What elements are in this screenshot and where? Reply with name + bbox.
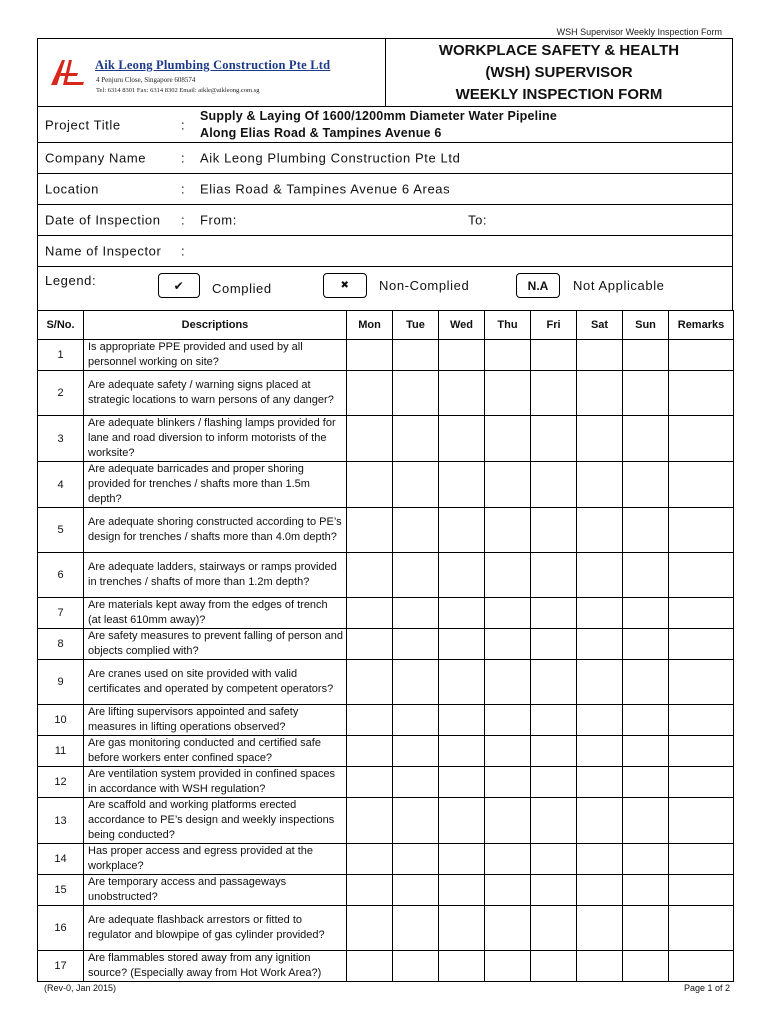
check-cell-thu[interactable] <box>485 416 531 462</box>
table-row <box>38 340 734 371</box>
check-cell-mon[interactable] <box>347 598 393 629</box>
remarks-cell[interactable] <box>669 629 734 660</box>
non-complied-cross-icon: ✖ <box>323 273 367 298</box>
row-number: 6 <box>38 553 84 598</box>
check-cell-thu[interactable] <box>485 462 531 508</box>
check-cell-mon[interactable] <box>347 340 393 371</box>
location-row <box>38 174 732 205</box>
check-cell-thu[interactable] <box>485 340 531 371</box>
check-cell-thu[interactable] <box>485 798 531 844</box>
company-address: 4 Penjuru Close, Singapore 608574 <box>96 76 196 84</box>
check-cell-sun[interactable] <box>623 508 669 553</box>
check-cell-fri[interactable] <box>531 660 577 705</box>
row-number: 12 <box>38 767 84 798</box>
table-row <box>38 906 734 951</box>
row-description: Are scaffold and working platforms erected accordance to PE’s design and weekly inspections being conducted? <box>84 798 347 844</box>
check-cell-sat[interactable] <box>577 736 623 767</box>
check-cell-fri[interactable] <box>531 462 577 508</box>
row-description: Are safety measures to prevent falling of person and objects complied with? <box>84 629 347 660</box>
check-cell-wed[interactable] <box>439 371 485 416</box>
column-header-sno: S/No. <box>38 311 84 340</box>
check-cell-tue[interactable] <box>393 660 439 705</box>
column-header-sun: Sun <box>623 311 669 340</box>
column-header-remarks: Remarks <box>669 311 734 340</box>
remarks-cell[interactable] <box>669 508 734 553</box>
check-cell-thu[interactable] <box>485 371 531 416</box>
check-cell-fri[interactable] <box>531 508 577 553</box>
check-cell-mon[interactable] <box>347 951 393 982</box>
column-header-mon: Mon <box>347 311 393 340</box>
check-cell-wed[interactable] <box>439 736 485 767</box>
remarks-cell[interactable] <box>669 798 734 844</box>
page-number: Page 1 of 2 <box>683 983 730 993</box>
colon: : <box>181 150 186 166</box>
check-cell-tue[interactable] <box>393 906 439 951</box>
check-cell-sat[interactable] <box>577 767 623 798</box>
remarks-cell[interactable] <box>669 705 734 736</box>
row-number: 17 <box>38 951 84 982</box>
check-cell-wed[interactable] <box>439 844 485 875</box>
check-cell-tue[interactable] <box>393 416 439 462</box>
check-cell-wed[interactable] <box>439 798 485 844</box>
page-caption: WSH Supervisor Weekly Inspection Form <box>556 27 722 37</box>
check-cell-thu[interactable] <box>485 553 531 598</box>
check-cell-sun[interactable] <box>623 844 669 875</box>
check-cell-sat[interactable] <box>577 660 623 705</box>
form-title-line: (WSH) SUPERVISOR <box>485 63 633 81</box>
check-cell-sat[interactable] <box>577 553 623 598</box>
check-cell-tue[interactable] <box>393 508 439 553</box>
not-applicable-text: Not Applicable <box>573 278 665 293</box>
check-cell-tue[interactable] <box>393 462 439 508</box>
column-header-descriptions: Descriptions <box>84 311 347 340</box>
inspector-row[interactable] <box>38 236 732 267</box>
table-row <box>38 416 734 462</box>
company-name: Aik Leong Plumbing Construction Pte Ltd <box>95 58 331 72</box>
colon: : <box>181 212 186 228</box>
check-cell-mon[interactable] <box>347 416 393 462</box>
remarks-cell[interactable] <box>669 340 734 371</box>
remarks-cell[interactable] <box>669 416 734 462</box>
remarks-cell[interactable] <box>669 660 734 705</box>
check-cell-fri[interactable] <box>531 736 577 767</box>
check-cell-sat[interactable] <box>577 798 623 844</box>
revision-note: (Rev-0, Jan 2015) <box>44 983 117 993</box>
colon: : <box>181 243 186 259</box>
check-cell-sat[interactable] <box>577 875 623 906</box>
check-cell-tue[interactable] <box>393 736 439 767</box>
check-cell-sat[interactable] <box>577 508 623 553</box>
remarks-cell[interactable] <box>669 767 734 798</box>
row-description: Is appropriate PPE provided and used by all personnel working on site? <box>84 340 347 371</box>
check-cell-wed[interactable] <box>439 660 485 705</box>
complied-text: Complied <box>212 281 272 296</box>
check-cell-tue[interactable] <box>393 875 439 906</box>
check-cell-wed[interactable] <box>439 906 485 951</box>
table-header-row <box>38 311 734 340</box>
table-row <box>38 462 734 508</box>
column-header-sat: Sat <box>577 311 623 340</box>
date-to-field[interactable]: To: <box>468 212 488 228</box>
company-name-label: Company Name <box>45 150 147 166</box>
check-cell-mon[interactable] <box>347 906 393 951</box>
date-of-inspection-row[interactable] <box>38 205 732 236</box>
check-cell-sun[interactable] <box>623 906 669 951</box>
check-cell-tue[interactable] <box>393 767 439 798</box>
check-cell-sat[interactable] <box>577 906 623 951</box>
row-number: 3 <box>38 416 84 462</box>
row-number: 2 <box>38 371 84 416</box>
row-description: Are adequate shoring constructed according to PE’s design for trenches / shafts more than 4.0m depth? <box>84 508 347 553</box>
colon: : <box>181 117 186 132</box>
check-cell-thu[interactable] <box>485 598 531 629</box>
check-cell-thu[interactable] <box>485 705 531 736</box>
check-cell-tue[interactable] <box>393 340 439 371</box>
table-row <box>38 598 734 629</box>
check-cell-mon[interactable] <box>347 371 393 416</box>
row-description: Are adequate flashback arrestors or fitted to regulator and blowpipe of gas cylinder provided? <box>84 906 347 951</box>
form-title-line: WEEKLY INSPECTION FORM <box>455 85 663 103</box>
check-cell-tue[interactable] <box>393 844 439 875</box>
check-cell-wed[interactable] <box>439 875 485 906</box>
project-title-row <box>38 107 732 143</box>
check-cell-wed[interactable] <box>439 629 485 660</box>
table-row <box>38 875 734 906</box>
check-cell-fri[interactable] <box>531 798 577 844</box>
row-description: Are cranes used on site provided with valid certificates and operated by competent operators? <box>84 660 347 705</box>
check-cell-sat[interactable] <box>577 416 623 462</box>
check-cell-mon[interactable] <box>347 767 393 798</box>
check-cell-mon[interactable] <box>347 508 393 553</box>
remarks-cell[interactable] <box>669 906 734 951</box>
row-number: 9 <box>38 660 84 705</box>
remarks-cell[interactable] <box>669 553 734 598</box>
project-title-value <box>200 108 557 142</box>
check-cell-thu[interactable] <box>485 875 531 906</box>
remarks-cell[interactable] <box>669 951 734 982</box>
check-cell-tue[interactable] <box>393 951 439 982</box>
column-header-fri: Fri <box>531 311 577 340</box>
check-cell-sun[interactable] <box>623 660 669 705</box>
row-description: Are temporary access and passageways unobstructed? <box>84 875 347 906</box>
check-cell-thu[interactable] <box>485 629 531 660</box>
check-cell-fri[interactable] <box>531 371 577 416</box>
table-row <box>38 798 734 844</box>
date-from-field[interactable]: From: <box>200 212 237 228</box>
check-cell-mon[interactable] <box>347 629 393 660</box>
check-cell-mon[interactable] <box>347 798 393 844</box>
check-cell-sun[interactable] <box>623 875 669 906</box>
check-cell-sun[interactable] <box>623 705 669 736</box>
inspector-label: Name of Inspector <box>45 243 162 259</box>
row-number: 11 <box>38 736 84 767</box>
check-cell-sun[interactable] <box>623 598 669 629</box>
check-cell-mon[interactable] <box>347 875 393 906</box>
not-applicable-badge: N.A <box>516 273 560 298</box>
remarks-cell[interactable] <box>669 371 734 416</box>
location-value: Elias Road & Tampines Avenue 6 Areas <box>200 181 451 197</box>
check-cell-mon[interactable] <box>347 705 393 736</box>
table-row <box>38 508 734 553</box>
check-cell-sat[interactable] <box>577 629 623 660</box>
check-cell-sun[interactable] <box>623 951 669 982</box>
project-title-line: Along Elias Road & Tampines Avenue 6 <box>200 125 442 140</box>
check-cell-wed[interactable] <box>439 705 485 736</box>
check-cell-wed[interactable] <box>439 462 485 508</box>
table-row <box>38 736 734 767</box>
project-title-label: Project Title <box>45 117 121 132</box>
remarks-cell[interactable] <box>669 462 734 508</box>
row-description: Are adequate safety / warning signs placed at strategic locations to warn persons of any danger? <box>84 371 347 416</box>
table-row <box>38 629 734 660</box>
check-cell-sun[interactable] <box>623 736 669 767</box>
company-name-row <box>38 143 732 174</box>
check-cell-fri[interactable] <box>531 705 577 736</box>
table-row <box>38 844 734 875</box>
company-name-value: Aik Leong Plumbing Construction Pte Ltd <box>200 150 461 166</box>
row-description: Are ventilation system provided in confined spaces in accordance with WSH regulation? <box>84 767 347 798</box>
complied-check-icon: ✔ <box>158 273 200 298</box>
form-title-line: WORKPLACE SAFETY & HEALTH <box>438 41 680 59</box>
check-cell-tue[interactable] <box>393 598 439 629</box>
inspection-info <box>37 107 733 311</box>
check-cell-wed[interactable] <box>439 340 485 371</box>
inspection-checklist-table <box>37 310 734 982</box>
project-title-line: Supply & Laying Of 1600/1200mm Diameter Water Pipeline <box>200 108 557 123</box>
row-number: 10 <box>38 705 84 736</box>
non-complied-text: Non-Complied <box>379 278 470 293</box>
row-number: 16 <box>38 906 84 951</box>
row-number: 5 <box>38 508 84 553</box>
remarks-cell[interactable] <box>669 875 734 906</box>
table-row <box>38 705 734 736</box>
table-row <box>38 371 734 416</box>
check-cell-fri[interactable] <box>531 598 577 629</box>
legend-row <box>38 267 732 310</box>
check-cell-fri[interactable] <box>531 906 577 951</box>
check-cell-thu[interactable] <box>485 844 531 875</box>
table-row <box>38 951 734 982</box>
colon: : <box>181 181 186 197</box>
check-cell-wed[interactable] <box>439 416 485 462</box>
row-number: 13 <box>38 798 84 844</box>
check-cell-sat[interactable] <box>577 844 623 875</box>
check-cell-tue[interactable] <box>393 798 439 844</box>
check-cell-fri[interactable] <box>531 553 577 598</box>
row-description: Are adequate blinkers / flashing lamps provided for lane and road diversion to inform motorists of the worksite? <box>84 416 347 462</box>
check-cell-thu[interactable] <box>485 767 531 798</box>
row-number: 1 <box>38 340 84 371</box>
check-cell-sun[interactable] <box>623 629 669 660</box>
row-description: Are lifting supervisors appointed and safety measures in lifting operations observed? <box>84 705 347 736</box>
check-cell-mon[interactable] <box>347 844 393 875</box>
check-cell-wed[interactable] <box>439 951 485 982</box>
check-cell-sat[interactable] <box>577 705 623 736</box>
location-label: Location <box>45 181 99 197</box>
check-cell-sat[interactable] <box>577 340 623 371</box>
row-number: 4 <box>38 462 84 508</box>
check-cell-fri[interactable] <box>531 629 577 660</box>
check-cell-fri[interactable] <box>531 767 577 798</box>
check-cell-wed[interactable] <box>439 767 485 798</box>
check-cell-sun[interactable] <box>623 462 669 508</box>
form-title <box>386 39 732 106</box>
check-cell-sun[interactable] <box>623 798 669 844</box>
form-header <box>37 38 733 107</box>
check-cell-sun[interactable] <box>623 340 669 371</box>
check-cell-tue[interactable] <box>393 629 439 660</box>
remarks-cell[interactable] <box>669 736 734 767</box>
table-row <box>38 553 734 598</box>
row-description: Has proper access and egress provided at the workplace? <box>84 844 347 875</box>
check-cell-sat[interactable] <box>577 462 623 508</box>
check-cell-sat[interactable] <box>577 371 623 416</box>
table-row <box>38 660 734 705</box>
check-cell-fri[interactable] <box>531 875 577 906</box>
check-cell-sat[interactable] <box>577 951 623 982</box>
check-cell-thu[interactable] <box>485 951 531 982</box>
check-cell-mon[interactable] <box>347 660 393 705</box>
row-description: Are materials kept away from the edges of trench (at least 610mm away)? <box>84 598 347 629</box>
column-header-tue: Tue <box>393 311 439 340</box>
row-description: Are adequate barricades and proper shoring provided for trenches / shafts more than 1.5m depth? <box>84 462 347 508</box>
table-row <box>38 767 734 798</box>
check-cell-sun[interactable] <box>623 371 669 416</box>
row-number: 15 <box>38 875 84 906</box>
check-cell-wed[interactable] <box>439 598 485 629</box>
company-logo-icon <box>48 57 86 87</box>
check-cell-mon[interactable] <box>347 736 393 767</box>
check-cell-fri[interactable] <box>531 340 577 371</box>
check-cell-fri[interactable] <box>531 844 577 875</box>
check-cell-mon[interactable] <box>347 553 393 598</box>
row-description: Are gas monitoring conducted and certified safe before workers enter confined space? <box>84 736 347 767</box>
check-cell-sat[interactable] <box>577 598 623 629</box>
remarks-cell[interactable] <box>669 598 734 629</box>
check-cell-mon[interactable] <box>347 462 393 508</box>
check-cell-thu[interactable] <box>485 736 531 767</box>
company-contact: Tel: 6314 8301 Fax: 6314 8302 Email: aikle@aikleong.com.sg <box>96 87 260 94</box>
column-header-thu: Thu <box>485 311 531 340</box>
row-description: Are flammables stored away from any ignition source? (Especially away from Hot Work Area?) <box>84 951 347 982</box>
row-description: Are adequate ladders, stairways or ramps provided in trenches / shafts of more than 1.2m depth? <box>84 553 347 598</box>
check-cell-thu[interactable] <box>485 906 531 951</box>
check-cell-wed[interactable] <box>439 508 485 553</box>
company-branding <box>38 39 386 106</box>
row-number: 14 <box>38 844 84 875</box>
check-cell-wed[interactable] <box>439 553 485 598</box>
check-cell-tue[interactable] <box>393 553 439 598</box>
column-header-wed: Wed <box>439 311 485 340</box>
check-cell-tue[interactable] <box>393 371 439 416</box>
date-of-inspection-label: Date of Inspection <box>45 212 161 228</box>
row-number: 8 <box>38 629 84 660</box>
check-cell-sun[interactable] <box>623 767 669 798</box>
remarks-cell[interactable] <box>669 844 734 875</box>
check-cell-fri[interactable] <box>531 416 577 462</box>
check-cell-thu[interactable] <box>485 508 531 553</box>
check-cell-tue[interactable] <box>393 705 439 736</box>
check-cell-sun[interactable] <box>623 416 669 462</box>
check-cell-sun[interactable] <box>623 553 669 598</box>
check-cell-thu[interactable] <box>485 660 531 705</box>
check-cell-fri[interactable] <box>531 951 577 982</box>
row-number: 7 <box>38 598 84 629</box>
legend-label: Legend: <box>45 273 97 288</box>
